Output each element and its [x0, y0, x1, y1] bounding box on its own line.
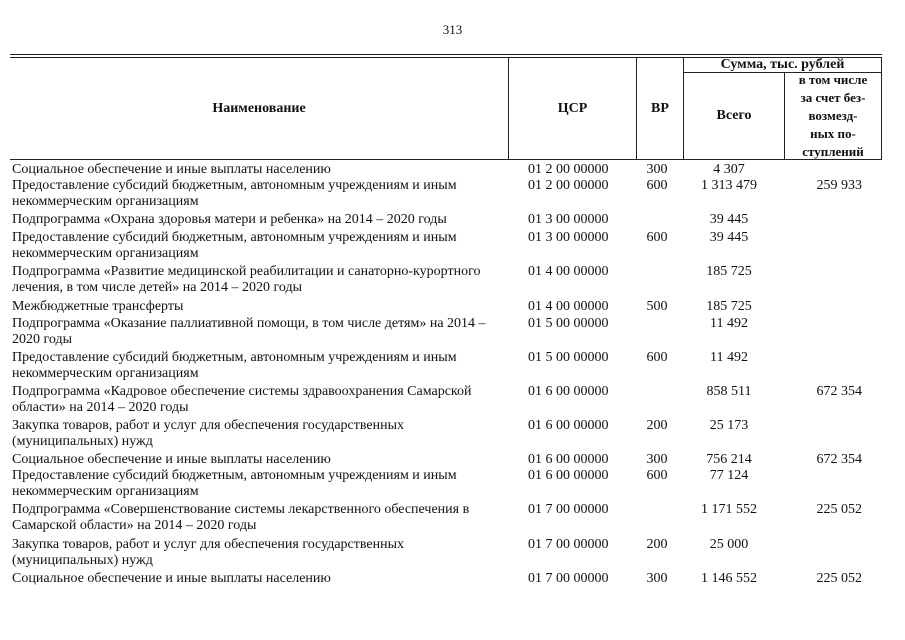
table-row	[0, 384, 905, 418]
row-csr: 01 2 00 00000	[528, 178, 609, 193]
row-total: 77 124	[709, 468, 749, 483]
header-csr: ЦСР	[557, 100, 588, 116]
row-total: 4 307	[713, 162, 745, 177]
row-csr: 01 2 00 00000	[528, 162, 609, 177]
row-total: 1 313 479	[701, 178, 757, 193]
row-total: 185 725	[706, 299, 752, 314]
row-csr: 01 5 00 00000	[528, 316, 609, 331]
row-total: 858 511	[706, 384, 752, 399]
row-name: Закупка товаров, работ и услуг для обеспечения государственных (муниципальных) нужд	[12, 418, 405, 449]
header-name: Наименование	[212, 100, 306, 116]
row-name: Социальное обеспечение и иные выплаты населению	[12, 571, 331, 586]
row-total: 25 000	[709, 537, 749, 552]
row-vr: 600	[646, 178, 668, 193]
row-total: 1 146 552	[701, 571, 757, 586]
header-extra-line-4: ных по-	[810, 125, 856, 141]
header-total: Всего	[716, 108, 752, 123]
header-top-border	[10, 54, 882, 55]
row-name: Подпрограмма «Развитие медицинской реабилитации и санаторно-курортного лечения, в том числе детей» на 2014 – 2020 годы	[12, 264, 481, 295]
row-csr: 01 7 00 00000	[528, 571, 609, 586]
row-extra: 225 052	[816, 502, 862, 517]
header-extra	[785, 72, 881, 159]
table-row	[0, 162, 905, 178]
table-row	[0, 502, 905, 537]
row-extra: 672 354	[816, 452, 862, 467]
row-name: Подпрограмма «Совершенствование системы лекарственного обеспечения в Самарской области» на 2014 – 2020 годы	[12, 502, 470, 533]
row-csr: 01 3 00 00000	[528, 212, 609, 227]
row-extra: 672 354	[816, 384, 862, 399]
row-vr: 200	[646, 418, 668, 433]
row-vr: 600	[646, 350, 668, 365]
row-name: Подпрограмма «Кадровое обеспечение системы здравоохранения Самарской области» на 2014 – 2020 годы	[12, 384, 472, 415]
row-vr: 200	[646, 537, 668, 552]
row-vr: 300	[646, 452, 668, 467]
row-vr: 600	[646, 230, 668, 245]
row-name: Социальное обеспечение и иные выплаты населению	[12, 162, 331, 177]
table-row	[0, 316, 905, 350]
row-total: 756 214	[706, 452, 752, 467]
row-total: 11 492	[710, 316, 748, 331]
header-extra-line-3: возмезд-	[808, 107, 858, 123]
header-vr: ВР	[651, 100, 669, 116]
row-name: Подпрограмма «Охрана здоровья матери и ребенка» на 2014 – 2020 годы	[12, 212, 447, 227]
row-csr: 01 6 00 00000	[528, 468, 609, 483]
row-csr: 01 7 00 00000	[528, 537, 609, 552]
row-total: 25 173	[709, 418, 749, 433]
row-name: Закупка товаров, работ и услуг для обеспечения государственных (муниципальных) нужд	[12, 537, 405, 568]
header-extra-line-1: в том числе	[798, 71, 868, 87]
row-total: 11 492	[710, 350, 748, 365]
table-row	[0, 537, 905, 571]
row-vr: 300	[646, 571, 668, 586]
row-csr: 01 4 00 00000	[528, 299, 609, 314]
col-divider-right	[881, 57, 882, 159]
table-row	[0, 418, 905, 452]
table-row	[0, 230, 905, 264]
row-vr: 600	[646, 468, 668, 483]
row-name: Предоставление субсидий бюджетным, автономным учреждениям и иным некоммерческим организациям	[12, 468, 457, 499]
table-row	[0, 452, 905, 468]
row-name: Предоставление субсидий бюджетным, автономным учреждениям и иным некоммерческим организациям	[12, 230, 457, 261]
page-number: 313	[442, 22, 463, 37]
row-csr: 01 5 00 00000	[528, 350, 609, 365]
table-row	[0, 571, 905, 588]
table-row	[0, 350, 905, 384]
row-csr: 01 7 00 00000	[528, 502, 609, 517]
row-vr: 300	[646, 162, 668, 177]
table-body	[0, 162, 905, 588]
row-csr: 01 6 00 00000	[528, 452, 609, 467]
row-csr: 01 3 00 00000	[528, 230, 609, 245]
header-extra-line-2: за счет без-	[800, 89, 866, 105]
table-row	[0, 212, 905, 230]
table-row	[0, 299, 905, 316]
row-total: 185 725	[706, 264, 752, 279]
row-extra: 225 052	[816, 571, 862, 586]
table-row	[0, 468, 905, 502]
row-vr: 500	[646, 299, 668, 314]
row-csr: 01 6 00 00000	[528, 418, 609, 433]
row-name: Подпрограмма «Оказание паллиативной помощи, в том числе детям» на 2014 – 2020 годы	[12, 316, 486, 347]
row-extra: 259 933	[816, 178, 862, 193]
header-bottom-border	[10, 159, 882, 160]
row-total: 1 171 552	[701, 502, 757, 517]
header-sum: Сумма, тыс. рублей	[720, 56, 845, 72]
header-extra-line-5: ступлений	[802, 143, 864, 159]
row-csr: 01 6 00 00000	[528, 384, 609, 399]
row-total: 39 445	[709, 212, 749, 227]
row-name: Социальное обеспечение и иные выплаты населению	[12, 452, 331, 467]
row-name: Предоставление субсидий бюджетным, автономным учреждениям и иным некоммерческим организациям	[12, 350, 457, 381]
row-total: 39 445	[709, 230, 749, 245]
table-row	[0, 264, 905, 299]
row-csr: 01 4 00 00000	[528, 264, 609, 279]
table-row	[0, 178, 905, 212]
row-name: Межбюджетные трансферты	[12, 299, 184, 314]
row-name: Предоставление субсидий бюджетным, автономным учреждениям и иным некоммерческим организациям	[12, 178, 457, 209]
